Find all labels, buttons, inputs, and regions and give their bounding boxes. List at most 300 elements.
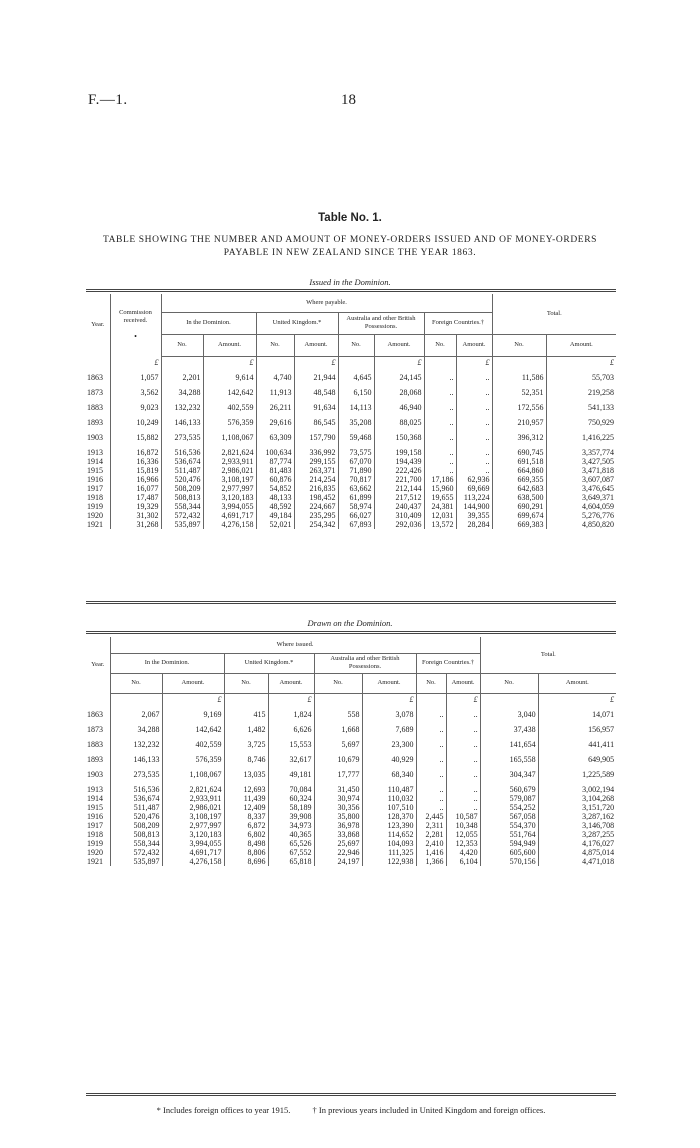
table-row	[86, 382, 616, 397]
blank-cell	[492, 356, 546, 367]
value-cell: 59,468	[338, 427, 374, 442]
value-cell: 36,978	[314, 821, 362, 830]
header-in-dominion: In the Dominion.	[161, 312, 256, 334]
value-cell: 87,774	[256, 457, 294, 466]
value-cell: ..	[456, 397, 492, 412]
value-cell: 8,498	[224, 839, 268, 848]
value-cell: 6,104	[446, 857, 480, 866]
currency-mark: £	[162, 693, 224, 704]
value-cell: 6,872	[224, 821, 268, 830]
value-cell: 15,882	[110, 427, 161, 442]
value-cell: 3,471,818	[546, 466, 616, 475]
value-cell: 15,819	[110, 466, 161, 475]
value-cell: 60,324	[268, 794, 314, 803]
value-cell: 34,973	[268, 821, 314, 830]
value-cell: 299,155	[294, 457, 338, 466]
value-cell: ..	[424, 442, 456, 457]
value-cell: 508,813	[161, 493, 203, 502]
value-cell: 60,876	[256, 475, 294, 484]
table-title: Table No. 1.	[318, 212, 382, 224]
value-cell: 8,806	[224, 848, 268, 857]
issued-table	[86, 294, 616, 529]
value-cell: 4,740	[256, 367, 294, 382]
value-cell: 310,409	[374, 511, 424, 520]
value-cell: 212,144	[374, 484, 424, 493]
value-cell: ..	[424, 382, 456, 397]
table-row	[86, 821, 616, 830]
value-cell: 13,572	[424, 520, 456, 529]
value-cell: 30,974	[314, 794, 362, 803]
value-cell: ..	[446, 719, 480, 734]
value-cell: ..	[446, 764, 480, 779]
value-cell: 67,893	[338, 520, 374, 529]
value-cell: 37,438	[480, 719, 538, 734]
header-no: No.	[224, 673, 268, 693]
value-cell: 48,592	[256, 502, 294, 511]
value-cell: ..	[456, 457, 492, 466]
header-amount: Amount.	[268, 673, 314, 693]
value-cell: 24,381	[424, 502, 456, 511]
table-row	[86, 749, 616, 764]
header-amount: Amount.	[362, 673, 416, 693]
value-cell: 1,366	[416, 857, 446, 866]
value-cell: 11,439	[224, 794, 268, 803]
value-cell: 123,390	[362, 821, 416, 830]
header-no: No.	[480, 673, 538, 693]
value-cell: 32,617	[268, 749, 314, 764]
currency-row	[86, 356, 616, 367]
value-cell: 58,974	[338, 502, 374, 511]
header-united-kingdom: United Kingdom.*	[224, 653, 314, 673]
table-row	[86, 397, 616, 412]
value-cell: 70,084	[268, 779, 314, 794]
value-cell: ..	[446, 734, 480, 749]
value-cell: 15,553	[268, 734, 314, 749]
value-cell: 34,288	[110, 719, 162, 734]
table-row	[86, 779, 616, 794]
value-cell: 2,410	[416, 839, 446, 848]
blank-cell	[86, 356, 110, 367]
issued-bottom-rule	[86, 601, 616, 604]
issued-top-rule	[86, 289, 616, 292]
currency-mark: £	[110, 356, 161, 367]
value-cell: 114,652	[362, 830, 416, 839]
value-cell: 39,355	[456, 511, 492, 520]
value-cell: 1,824	[268, 704, 314, 719]
value-cell: 46,940	[374, 397, 424, 412]
value-cell: 4,420	[446, 848, 480, 857]
value-cell: 3,108,197	[162, 812, 224, 821]
value-cell: 214,254	[294, 475, 338, 484]
header-commission-label: Commission received.	[119, 309, 152, 324]
value-cell: 2,067	[110, 704, 162, 719]
value-cell: 71,890	[338, 466, 374, 475]
value-cell: 58,189	[268, 803, 314, 812]
table-row	[86, 511, 616, 520]
value-cell: 691,518	[492, 457, 546, 466]
value-cell: 1,225,589	[538, 764, 616, 779]
header-no: No.	[314, 673, 362, 693]
table-row	[86, 719, 616, 734]
value-cell: 165,558	[480, 749, 538, 764]
value-cell: 22,946	[314, 848, 362, 857]
year-cell: 1915	[87, 465, 103, 475]
value-cell: 52,351	[492, 382, 546, 397]
year-cell: 1903	[87, 769, 103, 779]
value-cell: 304,347	[480, 764, 538, 779]
value-cell: ..	[456, 466, 492, 475]
value-cell: 570,156	[480, 857, 538, 866]
value-cell: ..	[446, 794, 480, 803]
value-cell: 3,104,268	[538, 794, 616, 803]
value-cell: 39,908	[268, 812, 314, 821]
header-amount: Amount.	[374, 334, 424, 356]
table-row	[86, 848, 616, 857]
footnote-uk: * Includes foreign offices to year 1915.	[156, 1105, 291, 1115]
value-cell: 536,674	[161, 457, 203, 466]
value-cell: 210,957	[492, 412, 546, 427]
table-row	[86, 830, 616, 839]
value-cell: 10,587	[446, 812, 480, 821]
value-cell: 24,197	[314, 857, 362, 866]
header-where-payable: Where payable.	[161, 294, 492, 312]
value-cell: 6,150	[338, 382, 374, 397]
drawn-top-rule	[86, 631, 616, 634]
value-cell: 146,133	[110, 749, 162, 764]
value-cell: 2,977,997	[162, 821, 224, 830]
value-cell: 16,966	[110, 475, 161, 484]
value-cell: 750,929	[546, 412, 616, 427]
header-australia: Australia and other British Possessions.	[314, 653, 416, 673]
header-no: No.	[161, 334, 203, 356]
value-cell: 1,482	[224, 719, 268, 734]
header-commission	[110, 294, 161, 356]
value-cell: 33,868	[314, 830, 362, 839]
blank-cell	[86, 693, 110, 704]
value-cell: 67,552	[268, 848, 314, 857]
table-row	[86, 520, 616, 529]
value-cell: 3,476,645	[546, 484, 616, 493]
value-cell: 3,002,194	[538, 779, 616, 794]
value-cell: 3,562	[110, 382, 161, 397]
value-cell: 10,348	[446, 821, 480, 830]
value-cell: 3,120,183	[203, 493, 256, 502]
year-cell: 1903	[87, 432, 103, 442]
value-cell: 2,201	[161, 367, 203, 382]
value-cell: 649,905	[538, 749, 616, 764]
value-cell: 107,510	[362, 803, 416, 812]
value-cell: 61,899	[338, 493, 374, 502]
value-cell: 508,813	[110, 830, 162, 839]
currency-mark: £	[546, 356, 616, 367]
value-cell: 28,284	[456, 520, 492, 529]
value-cell: 511,487	[110, 803, 162, 812]
value-cell: 273,535	[161, 427, 203, 442]
value-cell: 9,169	[162, 704, 224, 719]
table-row	[86, 803, 616, 812]
value-cell: 3,357,774	[546, 442, 616, 457]
header-amount: Amount.	[203, 334, 256, 356]
value-cell: 642,683	[492, 484, 546, 493]
header-no: No.	[338, 334, 374, 356]
value-cell: ..	[446, 704, 480, 719]
drawn-subtitle: Drawn on the Dominion.	[307, 618, 393, 628]
value-cell: 520,476	[110, 812, 162, 821]
value-cell: 558	[314, 704, 362, 719]
value-cell: 2,445	[416, 812, 446, 821]
value-cell: 4,691,717	[162, 848, 224, 857]
value-cell: 576,359	[203, 412, 256, 427]
value-cell: 73,575	[338, 442, 374, 457]
drawn-table	[86, 637, 616, 866]
value-cell: 217,512	[374, 493, 424, 502]
value-cell: 396,312	[492, 427, 546, 442]
value-cell: 199,158	[374, 442, 424, 457]
table-row	[86, 502, 616, 511]
value-cell: 81,483	[256, 466, 294, 475]
value-cell: 63,309	[256, 427, 294, 442]
value-cell: ..	[424, 412, 456, 427]
value-cell: 8,696	[224, 857, 268, 866]
value-cell: 25,697	[314, 839, 362, 848]
value-cell: 508,209	[110, 821, 162, 830]
value-cell: 29,616	[256, 412, 294, 427]
value-cell: 1,416,225	[546, 427, 616, 442]
value-cell: 62,936	[456, 475, 492, 484]
value-cell: 19,655	[424, 493, 456, 502]
value-cell: 88,025	[374, 412, 424, 427]
value-cell: 699,674	[492, 511, 546, 520]
table-row	[86, 442, 616, 457]
header-no: No.	[416, 673, 446, 693]
value-cell: 68,340	[362, 764, 416, 779]
value-cell: 6,802	[224, 830, 268, 839]
blank-cell	[416, 693, 446, 704]
value-cell: 216,835	[294, 484, 338, 493]
value-cell: ..	[424, 397, 456, 412]
header-total: Total.	[480, 637, 616, 673]
value-cell: 669,355	[492, 475, 546, 484]
value-cell: 402,559	[203, 397, 256, 412]
currency-mark: £	[456, 356, 492, 367]
year-cell: 1863	[87, 709, 103, 719]
value-cell: ..	[416, 719, 446, 734]
year-cell: 1915	[87, 802, 103, 812]
value-cell: 146,133	[161, 412, 203, 427]
currency-row	[86, 693, 616, 704]
value-cell: 4,176,027	[538, 839, 616, 848]
header-no: No.	[424, 334, 456, 356]
value-cell: 17,777	[314, 764, 362, 779]
table-row	[86, 484, 616, 493]
currency-mark: £	[203, 356, 256, 367]
value-cell: ..	[416, 764, 446, 779]
year-cell: 1913	[87, 784, 103, 794]
value-cell: 3,108,197	[203, 475, 256, 484]
page-section-label: F.—1.	[88, 92, 128, 108]
value-cell: 5,697	[314, 734, 362, 749]
value-cell: 28,068	[374, 382, 424, 397]
table-row	[86, 412, 616, 427]
value-cell: 441,411	[538, 734, 616, 749]
value-cell: 4,276,158	[203, 520, 256, 529]
value-cell: 132,232	[110, 734, 162, 749]
header-foreign: Foreign Countries.†	[416, 653, 480, 673]
table-row	[86, 493, 616, 502]
value-cell: 3,146,708	[538, 821, 616, 830]
value-cell: 111,325	[362, 848, 416, 857]
value-cell: 14,071	[538, 704, 616, 719]
value-cell: 49,184	[256, 511, 294, 520]
value-cell: 576,359	[162, 749, 224, 764]
value-cell: 572,432	[161, 511, 203, 520]
year-cell: 1917	[87, 483, 103, 493]
header-amount: Amount.	[456, 334, 492, 356]
header-no: No.	[256, 334, 294, 356]
value-cell: 65,818	[268, 857, 314, 866]
value-cell: 1,108,067	[162, 764, 224, 779]
value-cell: 8,746	[224, 749, 268, 764]
table-row	[86, 367, 616, 382]
value-cell: 66,027	[338, 511, 374, 520]
value-cell: 122,938	[362, 857, 416, 866]
value-cell: 558,344	[161, 502, 203, 511]
value-cell: 10,249	[110, 412, 161, 427]
value-cell: 554,252	[480, 803, 538, 812]
value-cell: ..	[446, 779, 480, 794]
value-cell: 9,614	[203, 367, 256, 382]
value-cell: 551,764	[480, 830, 538, 839]
value-cell: 13,035	[224, 764, 268, 779]
value-cell: ..	[456, 382, 492, 397]
value-cell: ..	[424, 367, 456, 382]
caption-line-1: TABLE SHOWING THE NUMBER AND AMOUNT OF MONEY-ORDERS ISSUED AND OF MONEY-ORDERS	[102, 235, 598, 245]
value-cell: 113,224	[456, 493, 492, 502]
value-cell: 4,604,059	[546, 502, 616, 511]
value-cell: 49,181	[268, 764, 314, 779]
currency-mark: £	[268, 693, 314, 704]
header-year: Year.	[91, 661, 105, 668]
header-no: No.	[492, 334, 546, 356]
value-cell: 511,487	[161, 466, 203, 475]
value-cell: 110,487	[362, 779, 416, 794]
value-cell: 54,852	[256, 484, 294, 493]
value-cell: 31,302	[110, 511, 161, 520]
value-cell: 110,032	[362, 794, 416, 803]
table-row	[86, 839, 616, 848]
year-cell: 1917	[87, 820, 103, 830]
value-cell: 508,209	[161, 484, 203, 493]
value-cell: 16,872	[110, 442, 161, 457]
value-cell: 3,040	[480, 704, 538, 719]
value-cell: 2,821,624	[162, 779, 224, 794]
value-cell: 7,689	[362, 719, 416, 734]
value-cell: 65,526	[268, 839, 314, 848]
footnote-foreign: † In previous years included in United Kingdom and foreign offices.	[312, 1105, 546, 1115]
value-cell: 48,548	[294, 382, 338, 397]
value-cell: ..	[424, 457, 456, 466]
value-cell: 3,287,162	[538, 812, 616, 821]
value-cell: 554,370	[480, 821, 538, 830]
value-cell: 17,487	[110, 493, 161, 502]
value-cell: ..	[424, 427, 456, 442]
header-amount: Amount.	[162, 673, 224, 693]
issued-subtitle: Issued in the Dominion.	[309, 277, 391, 287]
value-cell: 11,586	[492, 367, 546, 382]
value-cell: ..	[446, 803, 480, 812]
year-cell: 1914	[87, 793, 103, 803]
value-cell: 690,745	[492, 442, 546, 457]
header-where-issued: Where issued.	[110, 637, 480, 653]
value-cell: ..	[456, 427, 492, 442]
value-cell: 6,626	[268, 719, 314, 734]
value-cell: 2,986,021	[162, 803, 224, 812]
value-cell: 579,087	[480, 794, 538, 803]
value-cell: 132,232	[161, 397, 203, 412]
value-cell: 1,416	[416, 848, 446, 857]
drawn-bottom-rule	[86, 1093, 616, 1096]
year-cell: 1919	[87, 501, 103, 511]
value-cell: 535,897	[110, 857, 162, 866]
value-cell: 2,311	[416, 821, 446, 830]
value-cell: 560,679	[480, 779, 538, 794]
value-cell: 12,031	[424, 511, 456, 520]
value-cell: ..	[416, 749, 446, 764]
value-cell: 2,821,624	[203, 442, 256, 457]
value-cell: 402,559	[162, 734, 224, 749]
header-united-kingdom: United Kingdom.*	[256, 312, 338, 334]
header-no: No.	[110, 673, 162, 693]
year-cell: 1893	[87, 754, 103, 764]
year-cell: 1883	[87, 402, 103, 412]
page-number: 18	[341, 92, 356, 108]
value-cell: 240,437	[374, 502, 424, 511]
value-cell: ..	[416, 704, 446, 719]
value-cell: 91,634	[294, 397, 338, 412]
value-cell: 141,654	[480, 734, 538, 749]
value-cell: 4,645	[338, 367, 374, 382]
value-cell: 34,288	[161, 382, 203, 397]
value-cell: 336,992	[294, 442, 338, 457]
blank-cell	[314, 693, 362, 704]
year-cell: 1920	[87, 510, 103, 520]
value-cell: 3,994,055	[162, 839, 224, 848]
value-cell: 3,120,183	[162, 830, 224, 839]
header-year: Year.	[91, 321, 105, 328]
currency-mark: £	[538, 693, 616, 704]
value-cell: 12,693	[224, 779, 268, 794]
table-row	[86, 734, 616, 749]
value-cell: 263,371	[294, 466, 338, 475]
value-cell: 128,370	[362, 812, 416, 821]
value-cell: 558,344	[110, 839, 162, 848]
value-cell: 3,151,720	[538, 803, 616, 812]
year-cell: 1893	[87, 417, 103, 427]
value-cell: 24,145	[374, 367, 424, 382]
value-cell: 3,994,055	[203, 502, 256, 511]
value-cell: 11,913	[256, 382, 294, 397]
header-amount: Amount.	[294, 334, 338, 356]
value-cell: 594,949	[480, 839, 538, 848]
year-cell: 1913	[87, 447, 103, 457]
year-cell: 1918	[87, 829, 103, 839]
value-cell: 35,800	[314, 812, 362, 821]
value-cell: 219,258	[546, 382, 616, 397]
value-cell: 516,536	[161, 442, 203, 457]
value-cell: 2,933,911	[203, 457, 256, 466]
value-cell: 1,668	[314, 719, 362, 734]
value-cell: 156,957	[538, 719, 616, 734]
